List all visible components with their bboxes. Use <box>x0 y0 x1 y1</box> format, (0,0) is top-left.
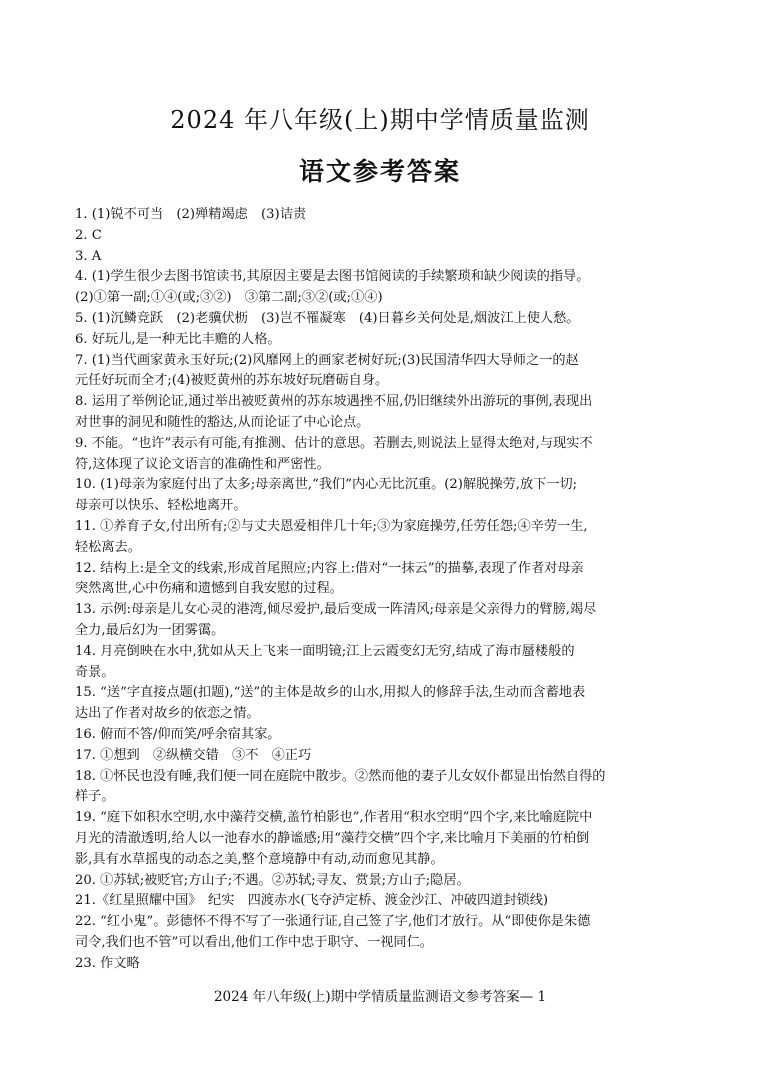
answer-line: 12. 结构上:是全文的线索,形成首尾照应;内容上:借对“一抹云”的描摹,表现了作者对母亲 <box>75 560 584 576</box>
answer-line: 元任好玩而全才;(4)被贬黄州的苏东坡好玩磨砺自身。 <box>75 373 389 389</box>
answer-line: 2. C <box>75 227 102 243</box>
answer-line: 16. 俯而不答/仰而笑/呼余宿其家。 <box>75 726 281 742</box>
answer-line: 5. (1)沉鳞竞跃 (2)老骥伏枥 (3)岂不罹凝寒 (4)日暮乡关何处是,烟波江上使人愁。 <box>75 310 580 326</box>
answer-list <box>75 205 693 974</box>
answer-line: 样子。 <box>75 789 115 805</box>
document-title: 2024 年八年级(上)期中学情质量监测 <box>170 106 590 134</box>
answer-line: 22. “红小鬼”。彭德怀不得不写了一张通行证,自己签了字,他们才放行。从“即使你是朱德 <box>75 914 591 930</box>
answer-line: 司令,我们也不管”可以看出,他们工作中忠于职守、一视同仁。 <box>75 934 433 950</box>
answer-line: 13. 示例:母亲是儿女心灵的港湾,倾尽爱护,最后变成一阵清风;母亲是父亲得力的臂膀,竭尽 <box>75 602 597 618</box>
answer-line: 20. ①苏轼;被贬官;方山子;不遇。②苏轼;寻友、赏景;方山子;隐居。 <box>75 872 470 888</box>
answer-line: 23. 作文略 <box>75 955 140 971</box>
answer-line: 10. (1)母亲为家庭付出了太多;母亲离世,“我们”内心无比沉重。(2)解脱操劳,放下一切; <box>75 477 578 493</box>
answer-line: 17. ①想到 ②纵横交错 ③不 ④正巧 <box>75 747 312 763</box>
answer-line: 8. 运用了举例论证,通过举出被贬黄州的苏东坡遇挫不屈,仍旧继续外出游玩的事例,表现出 <box>75 394 593 410</box>
answer-line: 9. 不能。“也许”表示有可能,有推测、估计的意思。若删去,则说法上显得太绝对,与现实不 <box>75 435 593 451</box>
answer-line: 月光的清澈透明,给人以一池春水的静谧感;用“藻荇交横”四个字,来比喻月下美丽的竹柏倒 <box>75 830 590 846</box>
answer-line: 14. 月亮倒映在水中,犹如从天上飞来一面明镜;江上云霞变幻无穷,结成了海市蜃楼般的 <box>75 643 575 659</box>
answer-line: 奇景。 <box>75 664 115 680</box>
answer-line: 18. ①怀民也没有睡,我们便一同在庭院中散步。②然而他的妻子儿女奴仆都显出怡然自得的 <box>75 768 606 784</box>
answer-line: 达出了作者对故乡的依恋之情。 <box>75 706 260 722</box>
answer-line: 对世事的洞见和随性的豁达,从而论证了中心论点。 <box>75 414 370 430</box>
answer-line: 母亲可以快乐、轻松地离开。 <box>75 498 247 514</box>
document-subtitle: 语文参考答案 <box>298 157 461 186</box>
answer-line: 符,这体现了议论文语言的准确性和严密性。 <box>75 456 330 472</box>
answer-line: 3. A <box>75 248 102 264</box>
answer-line: 突然离世,心中伤痛和遗憾到自我安慰的过程。 <box>75 581 343 597</box>
answer-line: 影,具有水草摇曳的动态之美,整个意境静中有动,动而愈见其静。 <box>75 851 444 867</box>
answer-line: 7. (1)当代画家黄永玉好玩;(2)风靡网上的画家老树好玩;(3)民国清华四大导师之一的赵 <box>75 352 579 368</box>
answer-line: 6. 好玩儿,是一种无比丰赡的人格。 <box>75 331 281 347</box>
answer-line: 1. (1)锐不可当 (2)殚精竭虑 (3)诘责 <box>75 207 307 222</box>
answer-line: 21.《红星照耀中国》 纪实 四渡赤水(飞夺泸定桥、渡金沙江、冲破四道封锁线) <box>75 893 549 909</box>
page-footer: 2024 年八年级(上)期中学情质量监测语文参考答案— 1 <box>213 989 547 1005</box>
answer-line: 全力,最后幻为一团雾霭。 <box>75 622 225 638</box>
answer-line: 轻松离去。 <box>75 539 141 555</box>
answer-line: 4. (1)学生很少去图书馆读书,其原因主要是去图书馆阅读的手续繁琐和缺少阅读的指导。 <box>75 269 590 285</box>
answer-line: 11. ①养育子女,付出所有;②与丈夫恩爱相伴几十年;③为家庭操劳,任劳任怨;④辛劳一生, <box>75 518 588 534</box>
answer-line: 19. “庭下如积水空明,水中藻荇交横,盖竹柏影也”,作者用“积水空明”四个字,来比喻庭院中 <box>75 810 593 826</box>
answer-line: (2)①第一副;①④(或;③②) ③第二副;③②(或;①④) <box>75 290 383 306</box>
answer-line: 15. “送”字直接点题(扣题),“送”的主体是故乡的山水,用拟人的修辞手法,生动而含蓄地表 <box>75 685 586 701</box>
